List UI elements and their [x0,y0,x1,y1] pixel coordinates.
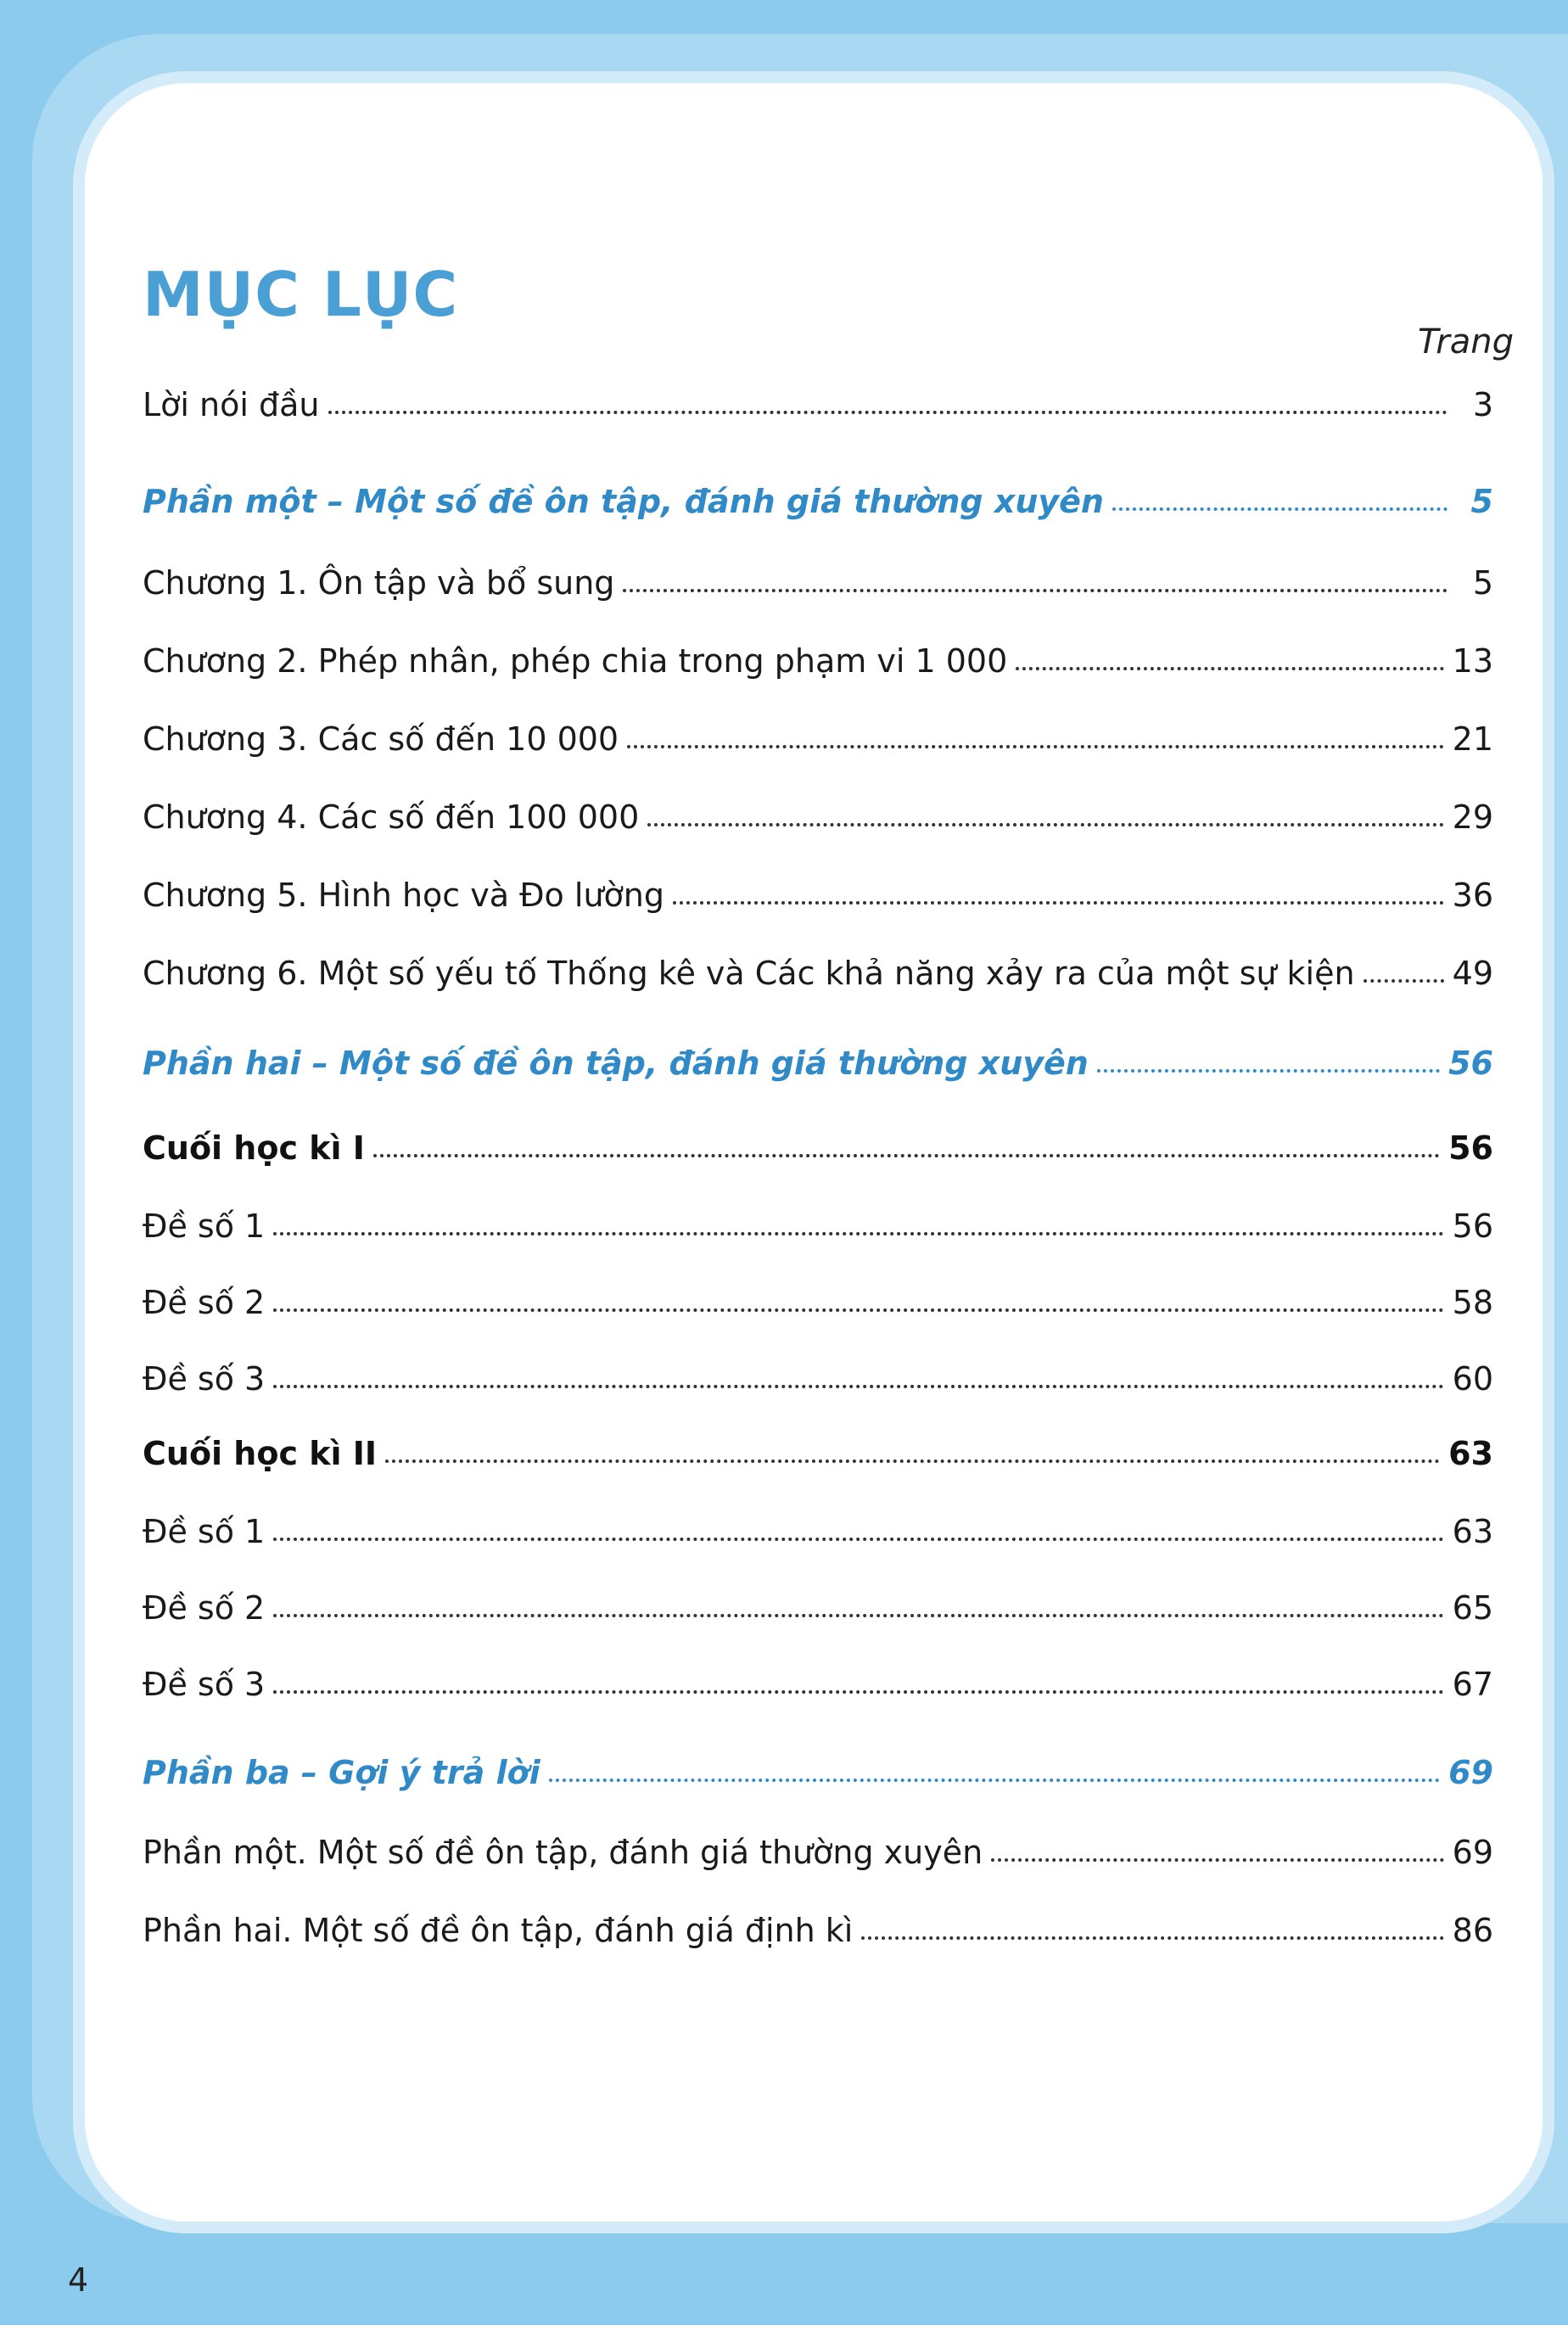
toc-test-2-3[interactable] [143,1666,1493,1703]
toc-entry-label: Cuối học kì II [143,1435,378,1472]
dot-leader [1364,979,1444,983]
dot-leader [273,1232,1443,1235]
toc-entry-page: 86 [1452,1912,1493,1949]
toc-chapter-4[interactable] [143,798,1493,836]
toc-entry-page: 49 [1452,955,1493,992]
toc-entry-page: 29 [1452,798,1493,836]
toc-entry-page: 3 [1472,386,1493,423]
dot-leader [627,745,1444,748]
toc-entry-label: Chương 4. Các số đến 100 000 [143,798,640,836]
toc-entry-label: Chương 1. Ôn tập và bổ sung [143,564,615,602]
toc-entry-page: 36 [1452,877,1493,914]
toc-entry-page: 13 [1452,642,1493,680]
toc-entry-page: 69 [1448,1754,1493,1791]
toc-entry-page: 65 [1452,1589,1493,1627]
dot-leader [273,1614,1443,1617]
page-number: 4 [68,2261,89,2299]
toc-entry-label: Đề số 2 [143,1589,266,1627]
toc-entry-label: Phần một. Một số đề ôn tập, đánh giá thường xuyên [143,1834,983,1871]
toc-entry-page: 69 [1452,1834,1493,1871]
toc-semester-1[interactable] [143,1129,1493,1167]
dot-leader [991,1858,1443,1862]
toc-chapter-1[interactable] [143,564,1493,602]
toc-part-one[interactable] [143,485,1493,518]
toc-semester-2[interactable] [143,1437,1493,1470]
toc-title: MỤC LỤC [143,259,459,330]
dot-leader [1112,507,1448,511]
toc-entry-preface[interactable] [143,386,1493,423]
toc-part-two[interactable] [143,1045,1493,1082]
toc-entry-label: Chương 5. Hình học và Đo lường [143,877,664,914]
toc-entry-label: Cuối học kì I [143,1129,365,1167]
toc-entry-page: 5 [1472,564,1493,602]
toc-chapter-6[interactable] [143,955,1493,992]
toc-answers-part-one[interactable] [143,1834,1493,1871]
toc-chapter-5[interactable] [143,877,1493,914]
dot-leader [623,589,1448,592]
toc-test-2-1[interactable] [143,1515,1493,1548]
dot-leader [385,1459,1440,1463]
toc-entry-label: Đề số 2 [143,1284,266,1321]
toc-entry-label: Đề số 1 [143,1513,266,1550]
toc-entry-label: Phần ba – Gợi ý trả lời [143,1754,540,1791]
dot-leader [1097,1069,1440,1073]
toc-entry-page: 63 [1452,1513,1493,1550]
dot-leader [549,1779,1440,1782]
dot-leader [861,1936,1443,1940]
dot-leader [273,1308,1443,1312]
toc-entry-label: Phần hai. Một số đề ôn tập, đánh giá định kì [143,1912,854,1949]
toc-entry-page: 63 [1448,1435,1493,1472]
toc-entry-label: Chương 3. Các số đến 10 000 [143,720,619,758]
page-column-label: Trang [1417,322,1514,361]
toc-entry-page: 56 [1452,1207,1493,1245]
toc-entry-label: Chương 6. Một số yếu tố Thống kê và Các khả năng xảy ra của một sự kiện [143,955,1355,992]
toc-entry-page: 21 [1452,720,1493,758]
toc-chapter-3[interactable] [143,720,1493,758]
toc-entry-label: Phần hai – Một số đề ôn tập, đánh giá thường xuyên [143,1045,1089,1082]
toc-entry-label: Đề số 3 [143,1360,266,1398]
toc-entry-label: Chương 2. Phép nhân, phép chia trong phạm vi 1 000 [143,642,1008,680]
toc-test-1-3[interactable] [143,1360,1493,1398]
toc-entry-label: Đề số 3 [143,1666,266,1703]
dot-leader [273,1385,1443,1388]
toc-part-three[interactable] [143,1756,1493,1789]
dot-leader [647,823,1443,826]
toc-chapter-2[interactable] [143,642,1493,680]
toc-entry-label: Lời nói đầu [143,386,320,423]
toc-entry-page: 58 [1452,1284,1493,1321]
toc-entry-page: 60 [1452,1360,1493,1398]
dot-leader [373,1154,1440,1157]
toc-test-2-2[interactable] [143,1589,1493,1627]
dot-leader [273,1690,1443,1694]
toc-entry-page: 56 [1448,1129,1493,1167]
toc-entry-page: 67 [1452,1666,1493,1703]
toc-entry-label: Đề số 1 [143,1207,266,1245]
toc-entry-page: 56 [1448,1045,1493,1082]
toc-answers-part-two[interactable] [143,1914,1493,1947]
toc-test-1-1[interactable] [143,1207,1493,1245]
dot-leader [273,1538,1443,1541]
dot-leader [328,411,1448,414]
dot-leader [1016,667,1443,670]
toc-test-1-2[interactable] [143,1286,1493,1319]
toc-entry-page: 5 [1470,483,1493,520]
toc-entry-label: Phần một – Một số đề ôn tập, đánh giá thường xuyên [143,483,1104,520]
dot-leader [673,901,1444,905]
